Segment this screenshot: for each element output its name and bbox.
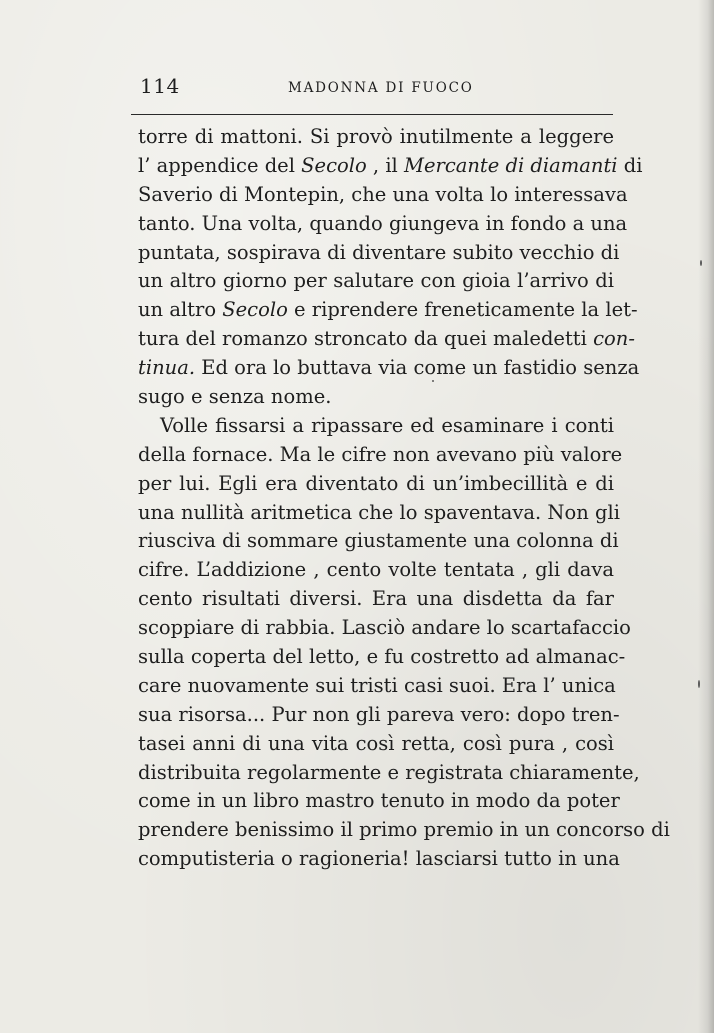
text-run: puntata, sospirava di diventare subito vecchio di [138,240,620,264]
header-rule [131,114,613,115]
print-speck [432,380,434,382]
text-run: cento risultati diversi. Era una disdetta da far [138,587,614,611]
text-run: Ed ora lo buttava via come un fastidio senza [195,356,640,380]
text-line [138,730,614,759]
print-speck [698,680,700,688]
text-line [138,643,626,672]
text-run: una nullità aritmetica che lo spaventava. Non gli [138,500,620,524]
text-line [138,499,620,528]
text-line [138,441,623,470]
text-line [138,614,631,643]
text-line [138,239,620,268]
text-line [138,585,614,614]
text-run: , il [366,153,404,177]
text-line [138,787,620,816]
italic-text: Secolo [222,298,288,322]
italic-text: tinua. [138,356,196,380]
text-line [138,354,640,383]
text-line [138,759,640,788]
text-run: tura del romanzo stroncato da quei maledetti [138,327,594,351]
text-line [138,325,635,354]
text-line [138,267,614,296]
text-run: care nuovamente sui tristi casi suoi. Era l’ unica [138,673,616,697]
print-speck [700,260,702,266]
text-run: scoppiare di rabbia. Lasciò andare lo scartafaccio [138,616,631,640]
body-text [138,123,670,874]
text-run: tanto. Una volta, quando giungeva in fondo a una [138,211,628,235]
text-run: per lui. Egli era diventato di un’imbecillità e di [138,471,614,495]
text-run: riusciva di sommare giustamente una colonna di [138,529,619,553]
text-run: cifre. L’addizione , cento volte tentata , gli dava [138,558,614,582]
text-run: Saverio di Montepin, che una volta lo interessava [138,182,628,206]
text-line [138,701,620,730]
text-line [138,296,638,325]
running-title: MADONNA DI FUOCO [288,80,474,96]
page-number: 114 [140,74,180,98]
text-run: distribuita regolarmente e registrata chiaramente, [138,760,640,784]
text-run: come in un libro mastro tenuto in modo da poter [138,789,620,813]
text-run: sua risorsa... Pur non gli pareva vero: dopo tren- [138,702,620,726]
text-line [138,556,614,585]
page-edge-shadow [698,0,714,1033]
text-line [138,383,614,412]
page-header [138,74,612,100]
text-run: computisteria o ragioneria! lasciarsi tutto in una [138,847,620,871]
text-run: un altro giorno per salutare con gioia l’arrivo di [138,269,614,293]
italic-text: Secolo [301,153,367,177]
text-run: e riprendere freneticamente la let- [287,298,638,322]
text-line [138,845,620,874]
text-line [138,527,619,556]
text-line [138,181,628,210]
text-run: di [617,153,643,177]
text-line [138,210,628,239]
text-run: prendere benissimo il primo premio in un concorso di [138,818,670,842]
text-run: un altro [138,298,223,322]
text-line [138,672,614,701]
italic-text: con- [593,327,635,351]
text-line [138,816,670,845]
text-run: tasei anni di una vita così retta, così pura , così [138,731,614,755]
text-line [138,412,614,441]
text-line [138,123,614,152]
text-run: torre di mattoni. Si provò inutilmente a leggere [138,125,614,148]
text-run: sulla coperta del letto, e fu costretto ad almanac- [138,645,626,669]
text-run: Volle fissarsi a ripassare ed esaminare i conti [160,413,614,437]
text-run: l’ appendice del [138,153,302,177]
text-run: sugo e senza nome. [138,385,332,409]
italic-text: Mercante di diamanti [404,153,618,177]
text-run: della fornace. Ma le cifre non avevano più valore [138,442,623,466]
text-line [138,470,614,499]
text-line [138,152,643,181]
